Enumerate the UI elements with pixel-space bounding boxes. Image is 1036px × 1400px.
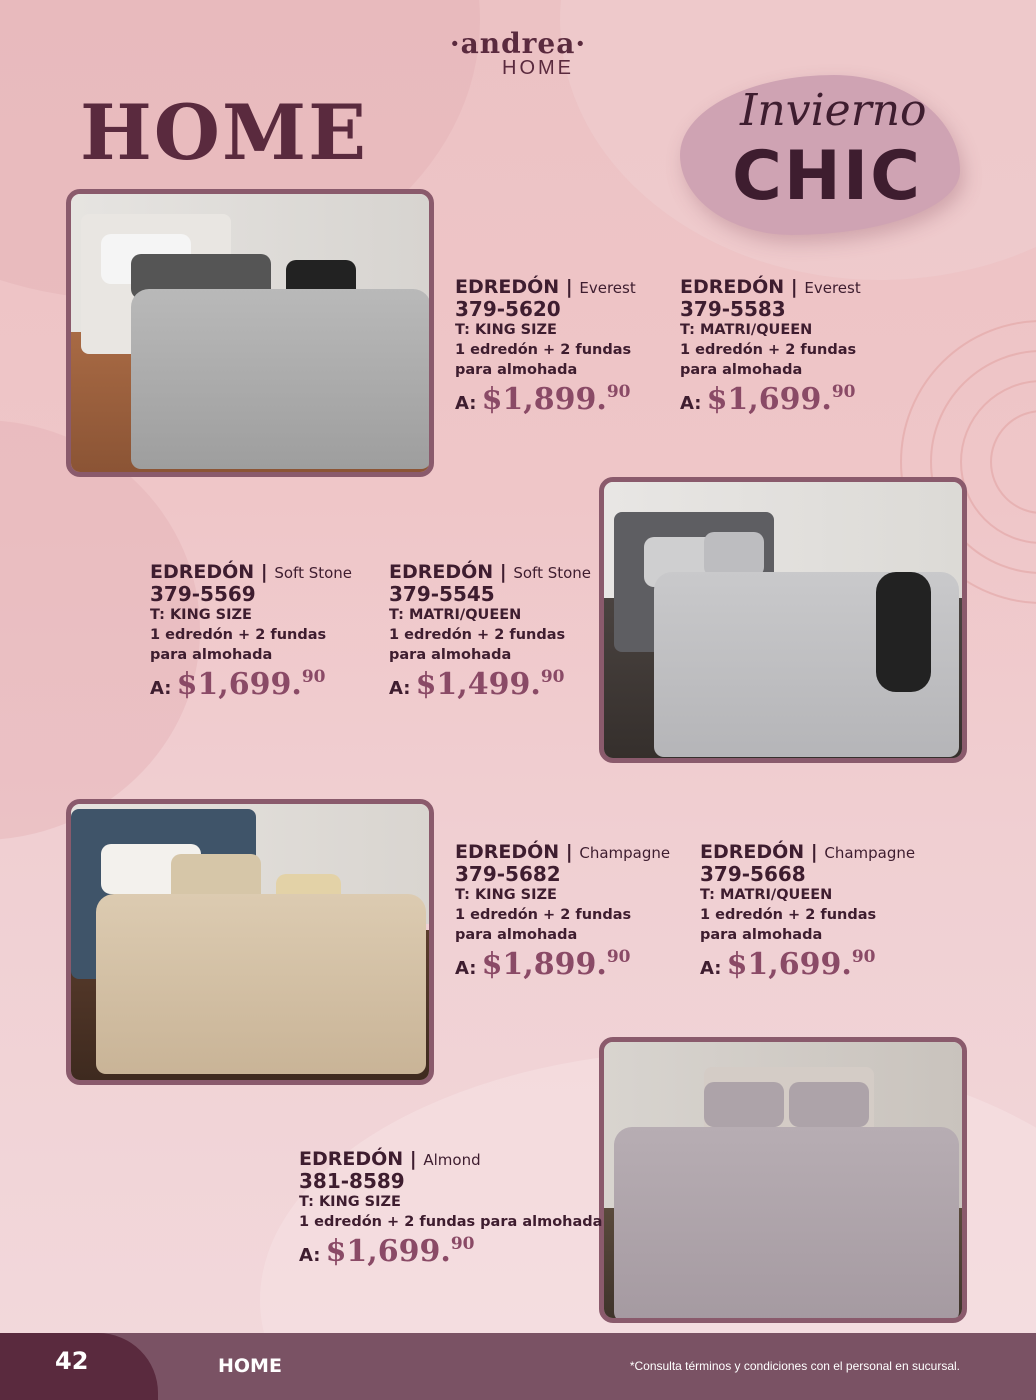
product-size: T: MATRI/QUEEN xyxy=(389,607,522,623)
product-card: EDREDÓN | Almond 381-8589 T: KING SIZE 1 edredón + 2 fundas para almohada A: $1,699.90 xyxy=(299,1148,603,1269)
product-price xyxy=(680,382,861,417)
badge-line1: Invierno xyxy=(740,85,927,136)
price-prefix: A: xyxy=(299,1245,321,1266)
price-cents: 90 xyxy=(831,382,856,402)
product-desc: 1 edredón + 2 fundas xyxy=(455,907,632,923)
price-cents: 90 xyxy=(450,1234,475,1254)
product-size: T: KING SIZE xyxy=(455,322,557,338)
season-badge xyxy=(680,75,960,235)
product-type: EDREDÓN xyxy=(455,841,560,863)
badge-line2: CHIC xyxy=(732,137,923,216)
price-amount: $1,499. xyxy=(415,667,541,702)
product-code: 379-5583 xyxy=(680,297,786,321)
product-card: EDREDÓN | Soft Stone 379-5545 T: MATRI/QUEEN 1 edredón + 2 fundas para almohada A: $1,499.90 xyxy=(389,561,592,702)
product-variant: Almond xyxy=(423,1151,481,1169)
price-prefix: A: xyxy=(700,958,722,979)
price-amount: $1,699. xyxy=(726,947,852,982)
product-card: EDREDÓN | Champagne 379-5668 T: MATRI/QUEEN 1 edredón + 2 fundas para almohada A: $1,699.90 xyxy=(700,841,916,982)
product-code: 379-5682 xyxy=(455,862,561,886)
price-cents: 90 xyxy=(540,667,565,687)
price-cents: 90 xyxy=(301,667,326,687)
product-type: EDREDÓN xyxy=(299,1148,404,1170)
product-code: 379-5569 xyxy=(150,582,256,606)
product-desc: para almohada xyxy=(455,927,578,943)
product-code: 379-5668 xyxy=(700,862,806,886)
product-desc: 1 edredón + 2 fundas xyxy=(455,342,632,358)
page-title: HOME xyxy=(80,88,369,177)
product-card: EDREDÓN | Everest 379-5620 T: KING SIZE 1 edredón + 2 fundas para almohada A: $1,899.90 xyxy=(455,276,636,417)
price-prefix: A: xyxy=(150,678,172,699)
product-price xyxy=(389,667,591,702)
product-photo-soft-stone xyxy=(599,477,967,763)
product-card: EDREDÓN | Champagne 379-5682 T: KING SIZE 1 edredón + 2 fundas para almohada A: $1,899.90 xyxy=(455,841,671,982)
brand-subtitle: HOME xyxy=(502,57,574,79)
product-desc: 1 edredón + 2 fundas xyxy=(700,907,877,923)
product-variant: Soft Stone xyxy=(274,564,353,582)
price-amount: $1,899. xyxy=(481,947,607,982)
product-price xyxy=(455,947,670,982)
price-amount: $1,899. xyxy=(481,382,607,417)
product-desc: 1 edredón + 2 fundas xyxy=(150,627,327,643)
price-cents: 90 xyxy=(606,382,631,402)
product-variant: Everest xyxy=(579,279,636,297)
price-cents: 90 xyxy=(851,947,876,967)
product-variant: Champagne xyxy=(579,844,671,862)
page-number-tab xyxy=(0,1333,158,1400)
product-photo-champagne xyxy=(66,799,434,1085)
product-size: T: MATRI/QUEEN xyxy=(700,887,833,903)
product-type: EDREDÓN xyxy=(700,841,805,863)
price-amount: $1,699. xyxy=(706,382,832,417)
product-variant: Soft Stone xyxy=(513,564,592,582)
product-desc: 1 edredón + 2 fundas xyxy=(680,342,857,358)
product-desc: para almohada xyxy=(455,362,578,378)
brand-logo xyxy=(0,27,1036,79)
price-amount: $1,699. xyxy=(325,1234,451,1269)
brand-name: ·andrea· xyxy=(449,27,587,60)
product-variant: Everest xyxy=(804,279,861,297)
price-prefix: A: xyxy=(455,958,477,979)
price-prefix: A: xyxy=(680,393,702,414)
product-size: T: KING SIZE xyxy=(150,607,252,623)
product-card: EDREDÓN | Everest 379-5583 T: MATRI/QUEEN 1 edredón + 2 fundas para almohada A: $1,699.90 xyxy=(680,276,861,417)
product-price xyxy=(700,947,915,982)
product-price xyxy=(455,382,636,417)
product-desc: para almohada xyxy=(389,647,512,663)
product-variant: Champagne xyxy=(824,844,916,862)
product-size: T: KING SIZE xyxy=(455,887,557,903)
price-prefix: A: xyxy=(389,678,411,699)
product-type: EDREDÓN xyxy=(389,561,494,583)
page-footer xyxy=(0,1333,1036,1400)
product-price xyxy=(150,667,352,702)
price-prefix: A: xyxy=(455,393,477,414)
price-cents: 90 xyxy=(606,947,631,967)
product-size: T: KING SIZE xyxy=(299,1194,401,1210)
page-number: 42 xyxy=(55,1347,89,1375)
product-card: EDREDÓN | Soft Stone 379-5569 T: KING SIZE 1 edredón + 2 fundas para almohada A: $1,699.90 xyxy=(150,561,353,702)
product-code: 379-5620 xyxy=(455,297,561,321)
product-photo-everest xyxy=(66,189,434,477)
product-desc: para almohada xyxy=(700,927,823,943)
product-code: 381-8589 xyxy=(299,1169,405,1193)
product-size: T: MATRI/QUEEN xyxy=(680,322,813,338)
product-type: EDREDÓN xyxy=(680,276,785,298)
product-code: 379-5545 xyxy=(389,582,495,606)
product-desc: 1 edredón + 2 fundas para almohada xyxy=(299,1214,603,1230)
product-photo-almond xyxy=(599,1037,967,1323)
product-type: EDREDÓN xyxy=(455,276,560,298)
product-type: EDREDÓN xyxy=(150,561,255,583)
price-amount: $1,699. xyxy=(176,667,302,702)
product-desc: 1 edredón + 2 fundas xyxy=(389,627,566,643)
product-desc: para almohada xyxy=(680,362,803,378)
product-price xyxy=(299,1234,602,1269)
product-desc: para almohada xyxy=(150,647,273,663)
footer-section-label: HOME xyxy=(218,1355,282,1377)
footer-disclaimer: *Consulta términos y condiciones con el personal en sucursal. xyxy=(629,1359,960,1373)
